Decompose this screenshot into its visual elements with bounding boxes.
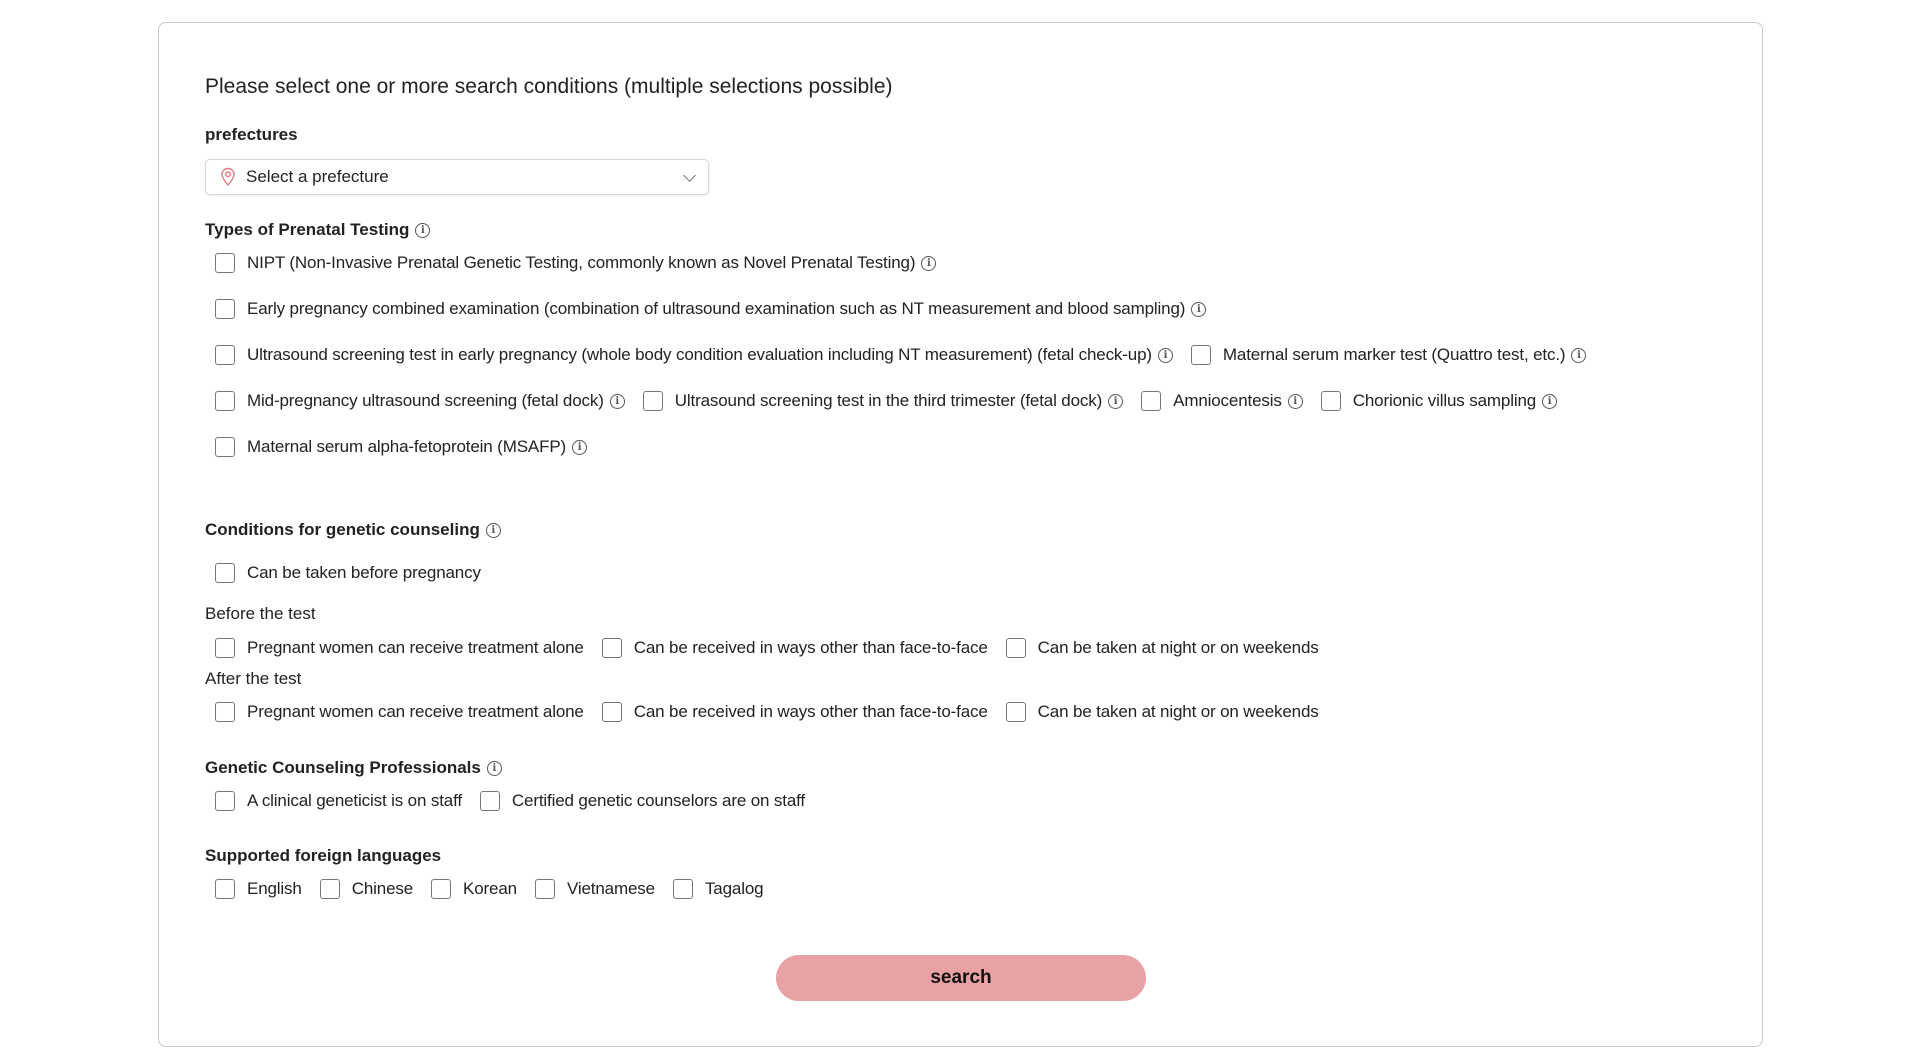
- checkbox-option[interactable]: [643, 391, 1123, 411]
- chevron-down-icon: [683, 169, 696, 182]
- prefectures-label: prefectures: [205, 125, 298, 144]
- checkbox[interactable]: [1191, 345, 1211, 365]
- checkbox[interactable]: [215, 253, 235, 273]
- checkbox[interactable]: [602, 702, 622, 722]
- prefecture-placeholder: Select a prefecture: [246, 167, 389, 186]
- checkbox-option[interactable]: [431, 879, 517, 899]
- checkbox-option[interactable]: [602, 702, 988, 722]
- checkbox[interactable]: [673, 879, 693, 899]
- info-icon[interactable]: i: [1542, 394, 1557, 409]
- checkbox[interactable]: [535, 879, 555, 899]
- checkbox[interactable]: [215, 437, 235, 457]
- option-label: NIPT (Non-Invasive Prenatal Genetic Testing, commonly known as Novel Prenatal Testing): [247, 253, 916, 272]
- checkbox[interactable]: [1006, 702, 1026, 722]
- info-icon[interactable]: i: [1108, 394, 1123, 409]
- testing-row: [215, 437, 587, 457]
- checkbox-option[interactable]: [215, 299, 1206, 319]
- option-label: Pregnant women can receive treatment alone: [247, 702, 584, 721]
- info-icon[interactable]: i: [1288, 394, 1303, 409]
- languages-options: [215, 879, 763, 899]
- option-label: Early pregnancy combined examination (combination of ultrasound examination such as NT measurement and blood sampling): [247, 299, 1186, 318]
- option-label: Ultrasound screening test in the third trimester (fetal dock): [674, 391, 1103, 410]
- option-label: Maternal serum marker test (Quattro test, etc.): [1222, 345, 1566, 364]
- info-icon[interactable]: i: [610, 394, 625, 409]
- checkbox-option[interactable]: [215, 702, 584, 722]
- professionals-heading-text: Genetic Counseling Professionals: [205, 758, 481, 777]
- checkbox[interactable]: [215, 391, 235, 411]
- page-title: Please select one or more search conditions (multiple selections possible): [205, 75, 893, 98]
- checkbox-option[interactable]: [215, 791, 462, 811]
- checkbox[interactable]: [215, 345, 235, 365]
- professionals-options: [215, 791, 805, 811]
- prefecture-select[interactable]: [205, 159, 709, 195]
- checkbox[interactable]: [431, 879, 451, 899]
- option-label: Vietnamese: [566, 879, 655, 898]
- testing-heading: [205, 220, 430, 240]
- option-label: Certified genetic counselors are on staff: [511, 791, 805, 810]
- checkbox-before-pregnancy[interactable]: [215, 563, 481, 583]
- languages-heading: Supported foreign languages: [205, 846, 442, 865]
- checkbox[interactable]: [1141, 391, 1161, 411]
- info-icon[interactable]: i: [1158, 348, 1173, 363]
- info-icon[interactable]: i: [1191, 302, 1206, 317]
- checkbox-option[interactable]: [1141, 391, 1303, 411]
- option-label: Mid-pregnancy ultrasound screening (fetal dock): [247, 391, 604, 410]
- option-label: Amniocentesis: [1173, 391, 1282, 410]
- checkbox-option[interactable]: [215, 391, 625, 411]
- checkbox-option[interactable]: [1006, 638, 1319, 658]
- counseling-heading: [205, 520, 501, 540]
- location-pin-icon: [220, 167, 236, 187]
- option-label: Chinese: [351, 879, 414, 898]
- checkbox[interactable]: [215, 879, 235, 899]
- testing-row: [215, 253, 936, 273]
- option-label: Can be taken at night or on weekends: [1037, 702, 1319, 721]
- checkbox-option[interactable]: [602, 638, 988, 658]
- before-pregnancy-row: [215, 563, 481, 583]
- checkbox-option[interactable]: [215, 345, 1173, 365]
- checkbox[interactable]: [320, 879, 340, 899]
- info-icon[interactable]: i: [1571, 348, 1586, 363]
- checkbox[interactable]: [215, 638, 235, 658]
- checkbox-option[interactable]: [480, 791, 805, 811]
- checkbox[interactable]: [215, 791, 235, 811]
- checkbox-option[interactable]: [215, 638, 584, 658]
- checkbox-option[interactable]: [215, 879, 302, 899]
- info-icon[interactable]: i: [921, 256, 936, 271]
- testing-heading-text: Types of Prenatal Testing: [205, 220, 410, 239]
- option-label: Can be taken before pregnancy: [247, 563, 481, 582]
- testing-row: [215, 299, 1206, 319]
- before-test-options: [215, 638, 1319, 658]
- info-icon[interactable]: i: [572, 440, 587, 455]
- info-icon[interactable]: i: [487, 761, 502, 776]
- checkbox-option[interactable]: [1006, 702, 1319, 722]
- checkbox-option[interactable]: [320, 879, 413, 899]
- search-button[interactable]: search: [776, 955, 1146, 1001]
- option-label: English: [247, 879, 302, 898]
- checkbox-option[interactable]: [215, 253, 936, 273]
- professionals-heading: [205, 758, 502, 778]
- option-label: Maternal serum alpha-fetoprotein (MSAFP): [247, 437, 567, 456]
- checkbox[interactable]: [643, 391, 663, 411]
- checkbox[interactable]: [215, 702, 235, 722]
- info-icon[interactable]: i: [415, 223, 430, 238]
- testing-row: [215, 391, 1557, 411]
- option-label: Tagalog: [704, 879, 764, 898]
- before-test-label: Before the test: [205, 604, 316, 623]
- checkbox[interactable]: [1321, 391, 1341, 411]
- checkbox-option[interactable]: [535, 879, 655, 899]
- checkbox-option[interactable]: [1191, 345, 1587, 365]
- option-label: Can be received in ways other than face-to-face: [633, 638, 988, 657]
- option-label: Can be taken at night or on weekends: [1037, 638, 1319, 657]
- info-icon[interactable]: i: [486, 523, 501, 538]
- checkbox-option[interactable]: [215, 437, 587, 457]
- checkbox[interactable]: [1006, 638, 1026, 658]
- option-label: Chorionic villus sampling: [1352, 391, 1537, 410]
- checkbox-option[interactable]: [673, 879, 764, 899]
- after-test-label: After the test: [205, 669, 302, 688]
- option-label: Can be received in ways other than face-to-face: [633, 702, 988, 721]
- option-label: Ultrasound screening test in early pregnancy (whole body condition evaluation including NT measurement) (fetal check-up): [247, 345, 1152, 364]
- checkbox[interactable]: [215, 563, 235, 583]
- search-conditions-card: [158, 22, 1763, 1047]
- checkbox[interactable]: [480, 791, 500, 811]
- option-label: Korean: [463, 879, 517, 898]
- option-label: A clinical geneticist is on staff: [247, 791, 462, 810]
- counseling-heading-text: Conditions for genetic counseling: [205, 520, 480, 539]
- testing-row: [215, 345, 1586, 365]
- checkbox[interactable]: [215, 299, 235, 319]
- checkbox-option[interactable]: [1321, 391, 1557, 411]
- checkbox[interactable]: [602, 638, 622, 658]
- after-test-options: [215, 702, 1319, 722]
- option-label: Pregnant women can receive treatment alone: [247, 638, 584, 657]
